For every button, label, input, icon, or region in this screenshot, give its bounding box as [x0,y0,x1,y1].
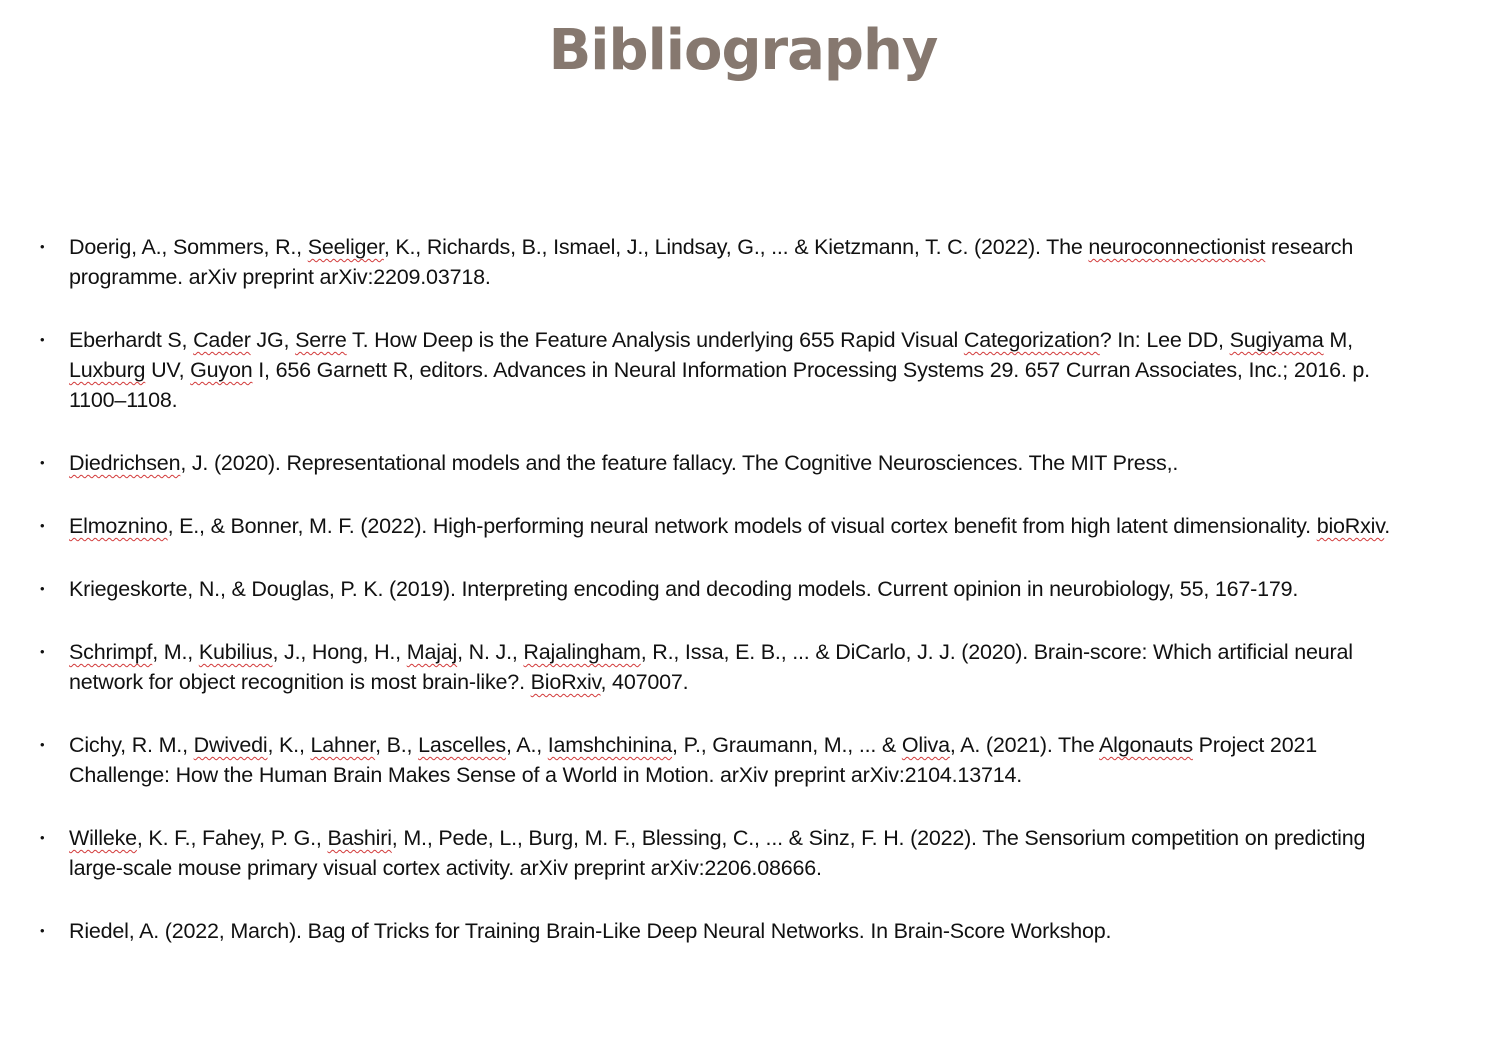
misspelled-word: Luxburg [69,358,146,382]
reference-text-segment: , M., Pede, L., Burg, M. F., Blessing, C., ... & Sinz, F. H. (2022). The Sensorium competition on predicting large-scale mouse primary visual cortex activity. arXiv preprint arXiv:2206.08666. [69,826,1366,880]
bullet-icon: • [40,737,45,752]
misspelled-word: Seeliger [307,235,384,259]
bullet-icon: • [40,830,45,845]
reference-text-segment: Riedel, A. (2022, March). Bag of Tricks for Training Brain-Like Deep Neural Networks. In Brain-Score Workshop. [69,919,1112,943]
misspelled-word: Willeke [69,826,137,850]
misspelled-word: Oliva [901,733,950,757]
reference-text-segment: T. How Deep is the Feature Analysis underlying 655 Rapid Visual [346,328,964,352]
reference-text-segment: JG, [250,328,296,352]
misspelled-word: Diedrichsen [69,451,181,475]
misspelled-word: Kubilius [198,640,273,664]
reference-text[interactable] [69,826,1365,880]
misspelled-word: Dwivedi [193,733,268,757]
reference-text-segment: , K., Richards, B., Ismael, J., Lindsay, G., ... & Kietzmann, T. C. (2022). The [383,235,1089,259]
misspelled-word: Elmoznino [69,514,168,538]
reference-text-segment: , J., Hong, H., [272,640,407,664]
misspelled-word: Lahner [310,733,376,757]
misspelled-word: Iamshchinina [547,733,673,757]
reference-text[interactable] [69,451,1178,475]
reference-text-segment: , K., [267,733,311,757]
reference-text-segment: , K. F., Fahey, P. G., [136,826,328,850]
bullet-icon: • [40,239,45,254]
misspelled-word: Algonauts [1099,733,1193,757]
reference-text-segment: Doerig, A., Sommers, R., [69,235,308,259]
misspelled-word: Lascelles [418,733,506,757]
reference-text-segment: , E., & Bonner, M. F. (2022). High-performing neural network models of visual cortex benefit from high latent dimensionality. [167,514,1317,538]
misspelled-word: Cader [193,328,251,352]
bullet-icon: • [40,644,45,659]
reference-text[interactable] [69,235,1353,289]
misspelled-word: Majaj [406,640,458,664]
misspelled-word: neuroconnectionist [1088,235,1266,259]
misspelled-word: Serre [295,328,347,352]
reference-text[interactable] [69,577,1298,601]
misspelled-word: Guyon [190,358,253,382]
reference-item [40,448,1420,478]
reference-text-segment: . [1384,514,1390,538]
misspelled-word: Rajalingham [523,640,641,664]
reference-text-segment: Cichy, R. M., [69,733,194,757]
reference-text-segment: , 407007. [600,670,689,694]
reference-text-segment: , J. (2020). Representational models and the feature fallacy. The Cognitive Neurosciences. The MIT Press,. [180,451,1179,475]
reference-item [40,916,1420,946]
reference-text-segment: research programme. arXiv preprint arXiv:2209.03718. [69,235,1354,289]
reference-text[interactable] [69,514,1390,538]
reference-item [40,823,1420,883]
reference-text-segment: , P., Graumann, M., ... & [672,733,902,757]
reference-item [40,325,1420,415]
reference-text-segment: , B., [375,733,419,757]
reference-text-segment: , A., [505,733,548,757]
bibliography-list [40,232,1420,946]
reference-text-segment: Kriegeskorte, N., & Douglas, P. K. (2019). Interpreting encoding and decoding models. Current opinion in neurobiology, 55, 167-179. [69,577,1299,601]
reference-item [40,511,1420,541]
slide-title: Bibliography [548,18,938,83]
reference-text-segment: , R., Issa, E. B., ... & DiCarlo, J. J. (2020). Brain-score: Which artificial neural network for object recognition is most brain-like?. [69,640,1353,694]
reference-item [40,637,1420,697]
reference-text-segment: , M., [152,640,199,664]
reference-item [40,730,1420,790]
reference-text[interactable] [69,733,1317,787]
bullet-icon: • [40,332,45,347]
bullet-icon: • [40,455,45,470]
bullet-icon: • [40,581,45,596]
reference-item [40,232,1420,292]
misspelled-word: Categorization [963,328,1100,352]
reference-text-segment: , A. (2021). The [949,733,1100,757]
reference-text[interactable] [69,919,1111,943]
reference-text-segment: UV, [145,358,191,382]
reference-text-segment: ? In: Lee DD, [1099,328,1230,352]
bullet-icon: • [40,923,45,938]
reference-text[interactable] [69,328,1370,412]
reference-text-segment: Project 2021 Challenge: How the Human Brain Makes Sense of a World in Motion. arXiv preprint arXiv:2104.13714. [69,733,1317,787]
reference-text-segment: M, [1323,328,1353,352]
reference-text[interactable] [69,640,1353,694]
reference-text-segment: Eberhardt S, [69,328,194,352]
bullet-icon: • [40,518,45,533]
misspelled-word: Sugiyama [1229,328,1324,352]
misspelled-word: bioRxiv [1316,514,1385,538]
reference-text-segment: I, 656 Garnett R, editors. Advances in Neural Information Processing Systems 29. 657 Curran Associates, Inc.; 2016. p. 1100–1108. [69,358,1370,412]
reference-item [40,574,1420,604]
misspelled-word: Bashiri [327,826,392,850]
misspelled-word: Schrimpf [69,640,153,664]
misspelled-word: BioRxiv [530,670,601,694]
reference-text-segment: , N. J., [457,640,524,664]
